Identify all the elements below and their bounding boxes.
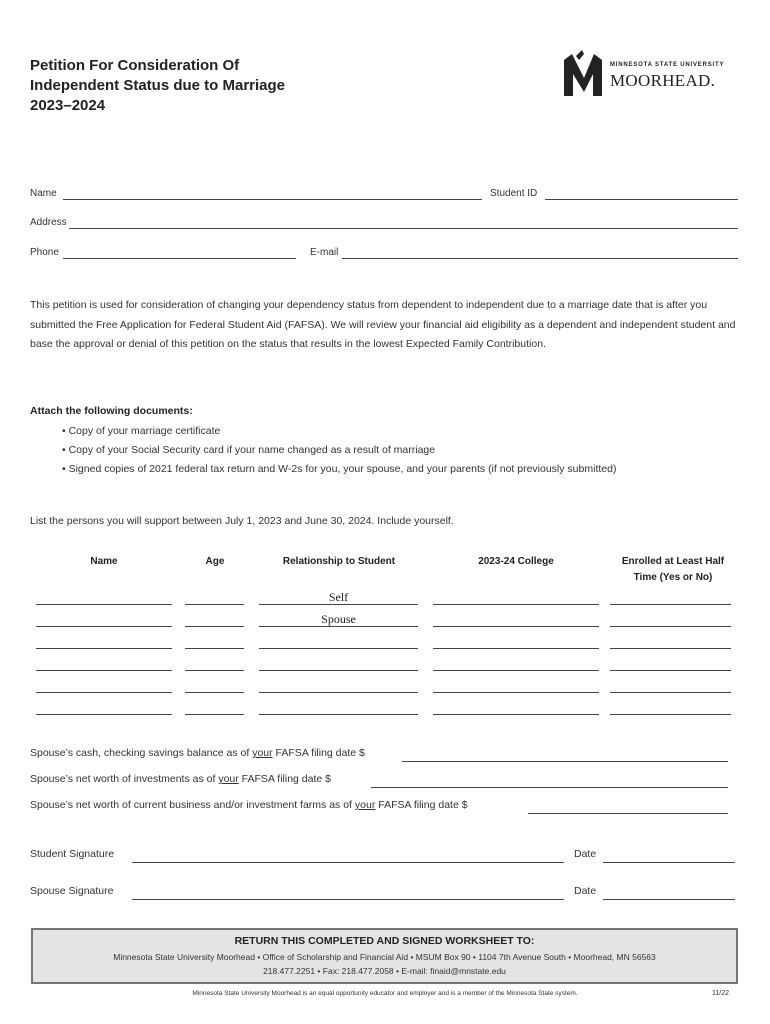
- person-name-field[interactable]: [36, 714, 172, 715]
- logo-big-text: MOORHEAD.: [610, 71, 716, 90]
- address-field[interactable]: [69, 228, 738, 229]
- col-header-college: 2023-24 College: [478, 556, 554, 567]
- person-college-field[interactable]: [433, 648, 599, 649]
- email-field[interactable]: [342, 258, 738, 259]
- investments-label: Spouse’s net worth of investments as of: [30, 773, 219, 785]
- student-date-field[interactable]: [603, 862, 735, 863]
- attach-item: • Copy of your Social Security card if your name changed as a result of marriage: [62, 444, 436, 456]
- name-field[interactable]: [63, 199, 482, 200]
- spouse-date-label: Date: [574, 885, 597, 897]
- investments-field[interactable]: [371, 787, 728, 788]
- col-header-age: Age: [205, 556, 225, 567]
- person-relationship-field[interactable]: [259, 692, 418, 693]
- business-label-end: FAFSA filing date $: [375, 799, 468, 811]
- return-info-box: [31, 928, 738, 984]
- student-id-field[interactable]: [545, 199, 738, 200]
- relationship-value: Self: [328, 590, 349, 604]
- person-college-field[interactable]: [433, 670, 599, 671]
- return-heading: RETURN THIS COMPLETED AND SIGNED WORKSHEET TO:: [234, 935, 535, 947]
- title-line-3: 2023–2024: [30, 97, 106, 114]
- attach-item: • Signed copies of 2021 federal tax return and W-2s for you, your spouse, and your parents (if not previously submitted): [62, 463, 617, 475]
- student-id-label: Student ID: [490, 188, 538, 199]
- phone-label: Phone: [30, 247, 59, 258]
- col-header-name: Name: [90, 556, 118, 567]
- col-header-enrolled-line1: Enrolled at Least Half: [621, 556, 725, 567]
- student-signature-field[interactable]: [132, 862, 564, 863]
- attach-heading: Attach the following documents:: [30, 405, 193, 417]
- cash-balance-field[interactable]: [402, 761, 728, 762]
- business-line: [30, 799, 468, 811]
- person-name-field[interactable]: [36, 648, 172, 649]
- person-relationship-field[interactable]: [259, 714, 418, 715]
- attach-item: • Copy of your marriage certificate: [62, 425, 221, 437]
- person-name-field[interactable]: [36, 670, 172, 671]
- intro-paragraph: This petition is used for consideration of changing your dependency status from dependent to independent due to a marriage date that is after you submitted the Free Application for Federal Student Aid (FAFSA). We will review your financial aid eligibility as a dependent and independent student and base the approval or denial of this petition on the status that results in the lowest Expected Family Contribution.: [30, 299, 736, 350]
- return-contact: 218.477.2251 • Fax: 218.477.2058 • E-mail: finaid@mnstate.edu: [263, 966, 506, 976]
- cash-label-end: FAFSA filing date $: [272, 747, 365, 759]
- return-address: Minnesota State University Moorhead • Office of Scholarship and Financial Aid • MSUM Box 90 • 1104 7th Avenue South • Moorhead, MN 56563: [113, 952, 656, 962]
- person-college-field[interactable]: [433, 714, 599, 715]
- address-label: Address: [30, 217, 67, 228]
- person-name-field[interactable]: [36, 626, 172, 627]
- col-header-enrolled-line2: Time (Yes or No): [633, 572, 713, 583]
- your-emphasis: your: [218, 773, 239, 785]
- investments-line: [30, 773, 331, 785]
- name-label: Name: [30, 188, 57, 199]
- person-age-field[interactable]: [185, 692, 244, 693]
- person-enrolled-field[interactable]: [610, 714, 731, 715]
- title-line-2: Independent Status due to Marriage: [30, 77, 286, 94]
- person-age-field[interactable]: [185, 626, 244, 627]
- university-logo: [562, 50, 742, 100]
- spouse-signature-field[interactable]: [132, 899, 564, 900]
- page-title: [30, 56, 285, 116]
- person-enrolled-field[interactable]: [610, 692, 731, 693]
- person-name-field[interactable]: [36, 692, 172, 693]
- person-age-field[interactable]: [185, 670, 244, 671]
- person-age-field[interactable]: [185, 648, 244, 649]
- form-revision-code: 11/22: [712, 990, 729, 997]
- equal-opportunity-note: Minnesota State University Moorhead is an equal opportunity educator and employer and is a member of the Minnesota State system.: [192, 990, 578, 997]
- person-college-field[interactable]: [433, 692, 599, 693]
- title-line-1: Petition For Consideration Of: [30, 57, 240, 74]
- business-label: Spouse’s net worth of current business and/or investment farms as of: [30, 799, 355, 811]
- relationship-value: Spouse: [321, 612, 356, 626]
- cash-balance-line: [30, 747, 365, 759]
- person-age-field[interactable]: [185, 604, 244, 605]
- person-college-field[interactable]: [433, 626, 599, 627]
- cash-label: Spouse’s cash, checking savings balance as of: [30, 747, 253, 759]
- your-emphasis: your: [252, 747, 273, 759]
- person-college-field[interactable]: [433, 604, 599, 605]
- col-header-relationship: Relationship to Student: [282, 556, 396, 567]
- email-label: E-mail: [310, 247, 339, 258]
- col-header-enrolled: [598, 554, 748, 586]
- person-relationship-field[interactable]: [259, 648, 418, 649]
- m-logo-icon: [562, 50, 606, 98]
- spouse-signature-label: Spouse Signature: [30, 885, 114, 897]
- person-enrolled-field[interactable]: [610, 626, 731, 627]
- person-enrolled-field[interactable]: [610, 604, 731, 605]
- your-emphasis: your: [354, 799, 376, 811]
- person-enrolled-field[interactable]: [610, 670, 731, 671]
- person-enrolled-field[interactable]: [610, 648, 731, 649]
- logo-small-text: MINNESOTA STATE UNIVERSITY: [610, 62, 725, 68]
- student-signature-label: Student Signature: [30, 848, 115, 860]
- person-relationship-field[interactable]: [259, 670, 418, 671]
- phone-field[interactable]: [63, 258, 296, 259]
- business-field[interactable]: [528, 813, 728, 814]
- person-age-field[interactable]: [185, 714, 244, 715]
- person-name-field[interactable]: [36, 604, 172, 605]
- persons-intro: List the persons you will support between July 1, 2023 and June 30, 2024. Include yourself.: [30, 515, 454, 527]
- investments-label-end: FAFSA filing date $: [238, 773, 331, 785]
- student-date-label: Date: [574, 848, 597, 860]
- spouse-date-field[interactable]: [603, 899, 735, 900]
